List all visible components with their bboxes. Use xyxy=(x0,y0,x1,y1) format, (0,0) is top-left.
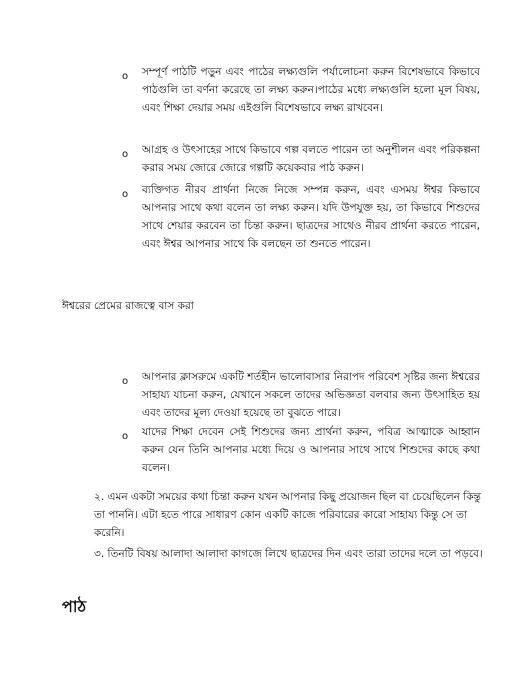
list-item: যাদের শিক্ষা দেবেন সেই শিশুদের জন্য প্রার্থনা করুন, পবিত্র আত্মাকে আহ্বান করুন যেন তিনি আপনার মধ্যে দিয়ে ও আপনার সাথে সাথে শিশুদের কাছে কথা বলেন। xyxy=(142,426,480,474)
list-item: ব্যক্তিগত নীরব প্রার্থনা নিজে নিজে সম্পন্ন করুন, এবং এসময় ঈশ্বর কিভাবে আপনার সাথে কথা বলেন তা লক্ষ্য করুন। যদি উপযুক্ত হয়, তা কিভাবে শিশুদের সাথে শেয়ার করবেন তা চিন্তা করুন। ছাত্রদের সাথেও নীরব প্রার্থনা করতে পারেন, এবং ঈশ্বর আপনার সাথে কি বলছেন তা শুনতে পারেন। xyxy=(142,184,480,250)
list-item: সম্পূর্ণ পাঠটি পড়ুন এবং পাঠের লক্ষ্যগুলি পর্যালোচনা করুন বিশেষভাবে কিভাবে পাঠগুলি তা বর্ণনা করেছে তা লক্ষ্য করুন।পাঠের মধ্যে লক্ষ্যগুলি হলো মূল বিষয়, এবং শিক্ষা দেয়ার সময় এইগুলি বিশেষভাবে লক্ষ্য রাখবেন। xyxy=(142,66,480,114)
section-heading: পাঠ xyxy=(62,597,87,616)
list-item: আগ্রহ ও উৎসাহের সাথে কিভাবে গল্প বলতে পারেন তা অনুশীলন এবং পরিকল্পনা করার সময় জোরে জোরে গল্পটি কয়েকবার পাঠ করুন। xyxy=(142,144,480,174)
list-bullet: o xyxy=(122,431,129,442)
list-item: আপনার ক্লাসরুমে একটি শর্তহীন ভালোবাসার নিরাপদ পরিবেশ সৃষ্টির জন্য ঈশ্বরের সাহায্য যাচনা করুন, যেখানে সকলে তাদের অভিজ্ঞতা বলবার জন্য উৎসাহিত হয় এবং তাদের মূল্য দেওয়া হয়েছে তা বুঝতে পারে। xyxy=(142,371,480,419)
list-bullet: o xyxy=(122,189,129,200)
subheading: ঈশ্বরের প্রেমের রাজত্বে বাস করা xyxy=(62,300,194,312)
numbered-item: ২. এমন একটা সময়ের কথা চিন্তা করুন যখন আপনার কিছু প্রয়োজন ছিল বা চেয়েছিলেন কিন্তু তা পাননি। এটা হতে পারে সাধারণ কোন একটি কাজে পরিবারের কারো সাহায্য কিন্তু সে তা করেনি। xyxy=(94,491,481,539)
list-bullet: o xyxy=(122,376,129,387)
list-bullet: o xyxy=(122,71,129,82)
list-bullet: o xyxy=(122,149,129,160)
numbered-item: ৩. তিনটি বিষয় আলাদা আলাদা কাগজে লিখে ছাত্রদের দিন এবং তারা তাদের দলে তা পড়বে। xyxy=(94,548,483,560)
